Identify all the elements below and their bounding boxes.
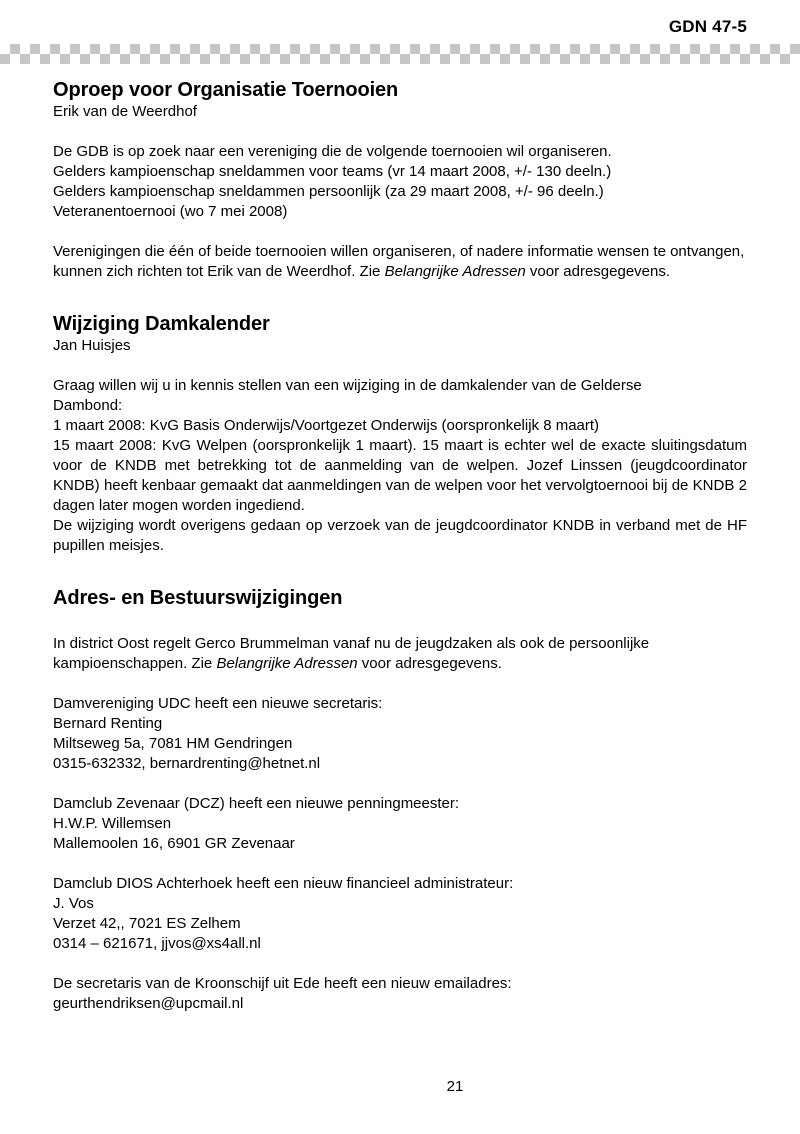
paragraph-text-after: voor adresgegevens.	[525, 263, 671, 280]
section-byline: Jan Huisjes	[53, 337, 131, 354]
address-line: Bernard Renting	[53, 715, 163, 732]
spacer	[53, 222, 747, 242]
address-block	[53, 794, 747, 854]
section-oproep-voor-organisatie-toernooien	[53, 78, 747, 282]
spacer	[53, 122, 747, 142]
address-line: Miltseweg 5a, 7081 HM Gendringen	[53, 735, 293, 752]
address-line: 0314 – 621671, jjvos@xs4all.nl	[53, 935, 261, 952]
spacer	[53, 854, 747, 874]
paragraph-contact-info	[53, 242, 747, 282]
address-line: Mallemoolen 16, 6901 GR Zevenaar	[53, 835, 295, 852]
reference-belangrijke-adressen: Belangrijke Adressen	[384, 263, 526, 280]
address-line: H.W.P. Willemsen	[53, 815, 172, 832]
paragraph-line: Dambond:	[53, 397, 123, 414]
address-line: 0315-632332, bernardrenting@hetnet.nl	[53, 755, 321, 772]
address-block	[53, 974, 747, 1014]
paragraph-line: 1 maart 2008: KvG Basis Onderwijs/Voortgezet Onderwijs (oorspronkelijk 8 maart)	[53, 417, 600, 434]
paragraph-text-after: voor adresgegevens.	[357, 655, 502, 672]
section-wijziging-damkalender	[53, 312, 747, 556]
spacer	[53, 282, 747, 312]
paragraph-text-before: In district Oost regelt Gerco Brummelman vanaf nu de jeugdzaken als ook de persoonlijke kampioenschappen. Zie	[53, 635, 650, 672]
section-heading: Oproep voor Organisatie Toernooien	[53, 79, 399, 101]
address-line: geurthendriksen@upcmail.nl	[53, 995, 244, 1012]
spacer	[53, 954, 747, 974]
issue-label: GDN 47-5	[668, 17, 747, 36]
address-line: J. Vos	[53, 895, 94, 912]
spacer	[53, 610, 747, 634]
paragraph-line: Gelders kampioenschap sneldammen persoonlijk (za 29 maart 2008, +/- 96 deeln.)	[53, 183, 604, 200]
paragraph-line: Graag willen wij u in kennis stellen van een wijziging in de damkalender van de Gelderse	[53, 377, 642, 394]
paragraph-line: Gelders kampioenschap sneldammen voor teams (vr 14 maart 2008, +/- 130 deeln.)	[53, 163, 612, 180]
spacer	[53, 674, 747, 694]
address-line: Verzet 42,, 7021 ES Zelhem	[53, 915, 241, 932]
spacer	[53, 774, 747, 794]
paragraph-welpen-wijziging: 15 maart 2008: KvG Welpen (oorspronkelijk 1 maart). 15 maart is echter wel de exacte sluitingsdatum voor de KNDB met betrekking tot de aanmelding van de welpen. Jozef Linssen (jeugdcoordinator KNDB) heeft kenbaar gemaakt dat aanmeldingen van de welpen voor het vervolgtoernooi bij de KNDB 2 dagen later mogen worden ingediend.	[53, 437, 747, 514]
page-footer	[0, 1078, 800, 1096]
page-number-value: 21	[446, 1078, 464, 1095]
checkerboard-divider	[0, 44, 800, 64]
address-line: Damclub DIOS Achterhoek heeft een nieuw financieel administrateur:	[53, 875, 514, 892]
reference-belangrijke-adressen: Belangrijke Adressen	[216, 655, 358, 672]
section-byline: Erik van de Weerdhof	[53, 103, 197, 120]
section-heading: Adres- en Bestuurswijzigingen	[53, 587, 343, 609]
address-block	[53, 694, 747, 774]
address-line: Damclub Zevenaar (DCZ) heeft een nieuwe penningmeester:	[53, 795, 460, 812]
address-line: De secretaris van de Kroonschijf uit Ede heeft een nieuw emailadres:	[53, 975, 512, 992]
paragraph-district-oost	[53, 634, 747, 674]
address-block	[53, 874, 747, 954]
paragraph-text-before: Verenigingen die één of beide toernooien willen organiseren, of nadere informatie wensen te ontvangen, kunnen zich richten tot Erik van de Weerdhof. Zie	[53, 243, 745, 280]
document-content	[53, 78, 747, 1014]
spacer	[53, 556, 747, 586]
spacer	[53, 356, 747, 376]
paragraph-line: De GDB is op zoek naar een vereniging die de volgende toernooien wil organiseren.	[53, 143, 612, 160]
paragraph-jeugdcoordinator: De wijziging wordt overigens gedaan op verzoek van de jeugdcoordinator KNDB in verband met de HF pupillen meisjes.	[53, 517, 747, 554]
section-adres-en-bestuurswijzigingen	[53, 586, 747, 1014]
page-header	[0, 0, 800, 44]
paragraph-line: Veteranentoernooi (wo 7 mei 2008)	[53, 203, 288, 220]
address-line: Damvereniging UDC heeft een nieuwe secretaris:	[53, 695, 383, 712]
section-heading: Wijziging Damkalender	[53, 313, 270, 335]
